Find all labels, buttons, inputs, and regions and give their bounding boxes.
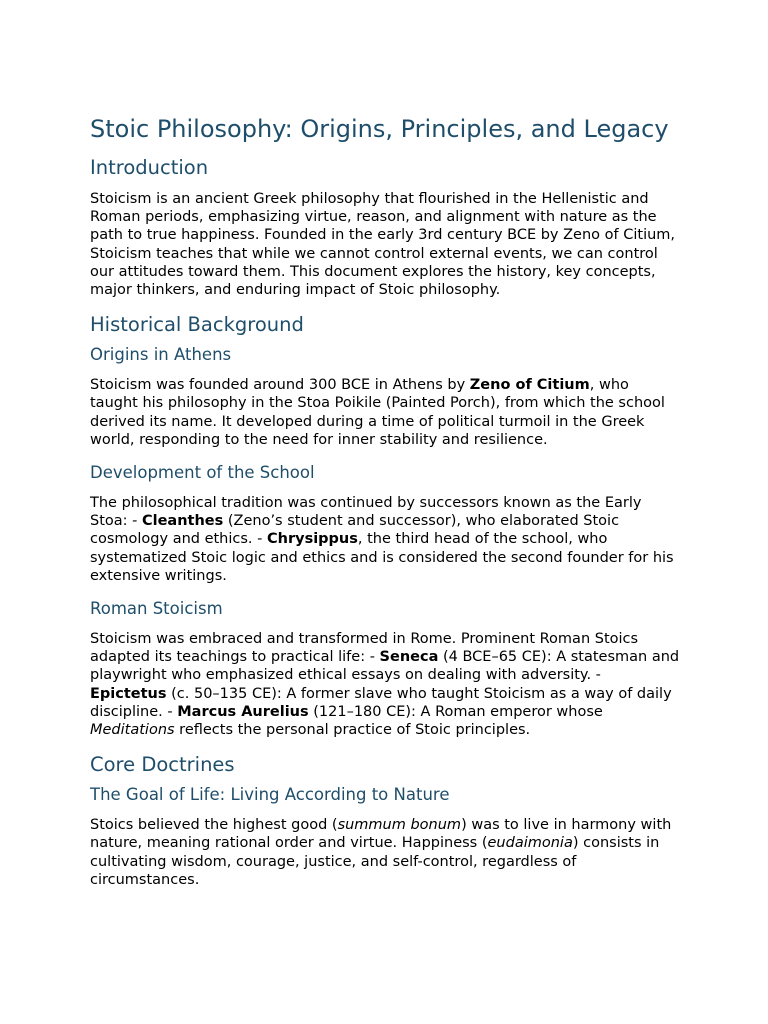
document-page: [90, 114, 680, 902]
goal-text-3: ) consists in cultivating wisdom, courage, justice, and self-control, regardless of circumstances.: [90, 835, 660, 888]
development-text-1: The philosophical tradition was continued by successors known as the Early Stoa: -: [90, 495, 642, 530]
roman-text-3: (c. 50–135 CE): A former slave who taught Stoicism as a way of daily discipline. -: [90, 685, 672, 720]
roman-text-1: Stoicism was embraced and transformed in Rome. Prominent Roman Stoics adapted its teachings to practical life: -: [90, 631, 639, 666]
goal-text-1: Stoics believed the highest good (: [90, 817, 338, 834]
introduction-paragraph: Stoicism is an ancient Greek philosophy that flourished in the Hellenistic and Roman periods, emphasizing virtue, reason, and alignment with nature as the path to true happiness. Founded in the early 3rd century BCE by Zeno of Citium, Stoicism teaches that while we cannot control external events, we can control our attitudes toward them. This document explores the history, key concepts, major thinkers, and enduring impact of Stoic philosophy.: [90, 191, 676, 299]
origins-text-2: , who taught his philosophy in the Stoa Poikile (Painted Porch), from which the school derived its name. It developed during a time of political turmoil in the Greek world, responding to the need for inner stability and resilience.: [90, 377, 665, 448]
development-text-2: (Zeno’s student and successor), who elaborated Stoic cosmology and ethics. -: [90, 513, 620, 548]
development-text-3: , the third head of the school, who systematized Stoic logic and ethics and is considered the second founder for his extensive writings.: [90, 531, 674, 584]
origins-text-1: Stoicism was founded around 300 BCE in Athens by: [90, 377, 470, 394]
roman-text-4: (121–180 CE): A Roman emperor whose: [308, 703, 603, 720]
roman-bold-epictetus: Epictetus: [90, 685, 167, 702]
section-heading-introduction: Introduction: [90, 156, 209, 179]
roman-bold-seneca: Seneca: [379, 649, 439, 666]
origins-bold-zeno: Zeno of Citium: [469, 377, 590, 394]
goal-italic-eudaimonia: eudaimonia: [487, 835, 573, 852]
goal-italic-summum-bonum: summum bonum: [337, 817, 462, 834]
roman-italic-meditations: Meditations: [90, 722, 175, 739]
document-title: Stoic Philosophy: Origins, Principles, and Legacy: [90, 115, 669, 143]
roman-text-5: reflects the personal practice of Stoic principles.: [174, 722, 531, 739]
goal-text-2: ) was to live in harmony with nature, meaning rational order and virtue. Happiness (: [90, 817, 672, 852]
subheading-origins-in-athens: Origins in Athens: [90, 345, 232, 365]
development-paragraph: [90, 494, 680, 585]
subheading-roman-stoicism: Roman Stoicism: [90, 599, 223, 619]
section-heading-core-doctrines: Core Doctrines: [90, 753, 235, 777]
origins-paragraph: [90, 376, 680, 449]
development-bold-chrysippus: Chrysippus: [267, 531, 358, 548]
roman-text-2: (4 BCE–65 CE): A statesman and playwright who emphasized ethical essays on dealing with adversity. -: [90, 649, 680, 684]
subheading-goal-of-life: The Goal of Life: Living According to Nature: [90, 785, 450, 805]
goal-of-life-paragraph: [90, 816, 680, 889]
section-heading-historical-background: Historical Background: [90, 313, 304, 337]
subheading-development-of-the-school: Development of the School: [90, 463, 315, 483]
roman-stoicism-paragraph: [90, 630, 680, 739]
roman-bold-marcus-aurelius: Marcus Aurelius: [177, 703, 309, 720]
development-bold-cleanthes: Cleanthes: [141, 513, 224, 530]
